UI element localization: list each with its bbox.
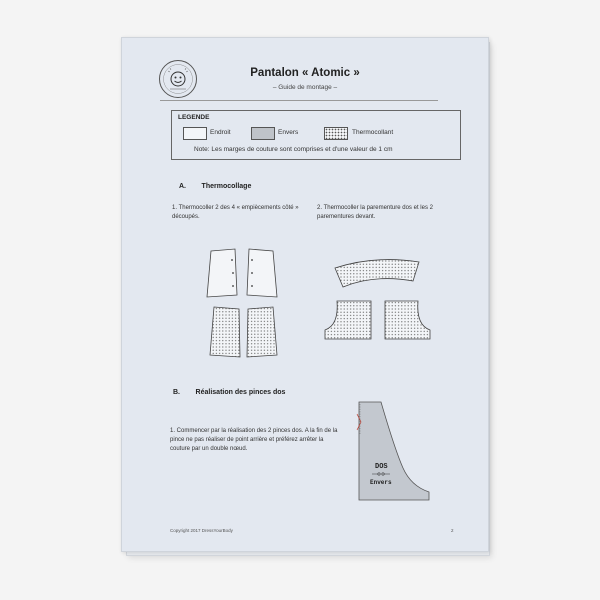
swatch-envers [251,127,275,140]
facings-figure [317,253,447,353]
footer-copyright: Copyright 2017 DressYourBody [170,528,233,533]
section-a-step-2: 2. Thermocoller la parementure dos et les 2 parementures devant. [317,205,433,220]
side-panels-figure [202,243,297,363]
header-divider [160,100,438,101]
document-page [121,37,489,552]
back-piece-figure [351,392,451,504]
legend-box [171,110,461,160]
legend-note: Note: Les marges de couture sont comprises et d'une valeur de 1 cm [194,146,393,153]
back-piece-side-label: Envers [370,479,392,486]
brand-logo [159,60,197,98]
swatch-thermocollant [324,127,348,140]
page-subtitle: – Guide de montage – [272,84,338,91]
section-a-step-1: 1. Thermocoller 2 des 4 « empiècements côté » découpés. [172,205,299,220]
section-b-step-1: 1. Commencer par la réalisation des 2 pinces dos. A la fin de la pince ne pas réaliser de point arrière et préférez arrêter la couture par un double nœud. [170,428,338,452]
legend-label-thermocollant: Thermocollant [352,129,394,136]
swatch-endroit [183,127,207,140]
legend-title: LEGENDE [178,114,210,121]
back-piece-label: DOS [375,463,388,471]
page-title: Pantalon « Atomic » [250,67,360,79]
section-a-title: A. Thermocollage [179,183,252,190]
legend-label-envers: Envers [278,129,299,136]
legend-label-endroit: Endroit [210,129,231,136]
footer-page-number: 2 [451,528,454,533]
section-b-title: B. Réalisation des pinces dos [173,389,286,396]
